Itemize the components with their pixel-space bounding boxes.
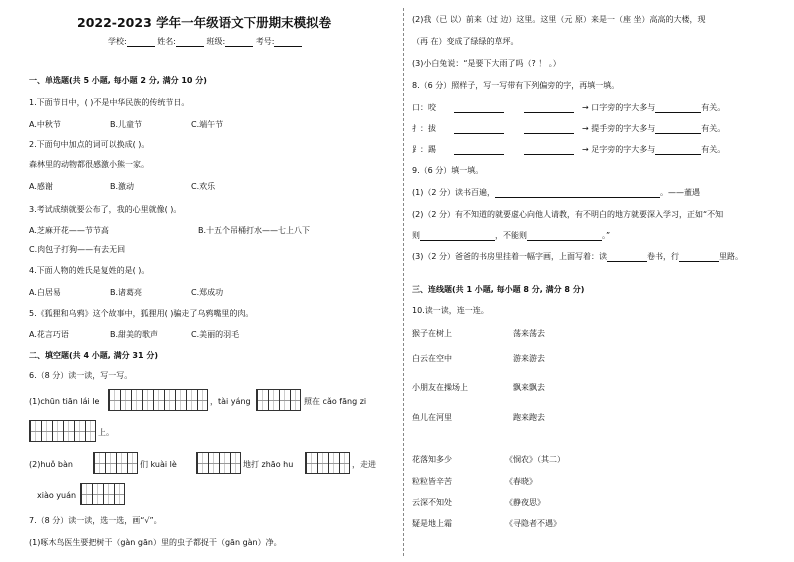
q2-option-a[interactable]: A.感谢 [29, 182, 53, 191]
q8-row-1-blank-3[interactable] [655, 104, 701, 113]
match-left-item[interactable]: 猴子在树上 [412, 329, 452, 338]
q8-row-1-end: 有关。 [701, 103, 726, 112]
q9-part1-end: 。——董遇 [659, 188, 700, 197]
poem-title-item[interactable]: 《春晓》 [505, 477, 537, 486]
q3: 3.考试成绩就要公布了，我的心里就像( )。 [29, 205, 182, 214]
q3-option-a[interactable]: A.芝麻开花——节节高 [29, 226, 109, 235]
school-label: 学校: [108, 37, 127, 46]
q8-row-3-end: 有关。 [701, 145, 726, 154]
q8-row-2 [412, 124, 725, 134]
q6-writing-grid-4[interactable] [93, 452, 138, 474]
q8-row-2-blank-2[interactable] [524, 125, 574, 134]
q6-writing-grid-2[interactable] [256, 389, 301, 411]
q4-option-b[interactable]: B.诸葛亮 [110, 288, 143, 297]
poem-title-item[interactable]: 《寻隐者不遇》 [505, 519, 561, 528]
q8-row-2-example: 扌：拔 [412, 124, 436, 133]
q8-row-1 [412, 103, 725, 113]
q10: 10.读一读，连一连。 [412, 306, 489, 315]
q2-option-c[interactable]: C.欢乐 [191, 182, 216, 191]
q6-part1-end: 上。 [98, 428, 114, 437]
poem-line-item[interactable]: 粒粒皆辛苦 [412, 477, 452, 486]
q9-part2-blank-2[interactable] [527, 232, 602, 241]
q9-part3 [412, 252, 743, 262]
q5: 5.《狐狸和乌鸦》这个故事中，狐狸用( )骗走了乌鸦嘴里的肉。 [29, 309, 254, 318]
q8-row-3-blank-2[interactable] [524, 146, 574, 155]
q8-row-1-blank-1[interactable] [454, 104, 504, 113]
match-right-item[interactable]: 跑来跑去 [513, 413, 545, 422]
q6-part1-pinyin-2: ，tài yáng [210, 397, 251, 406]
q5-option-c[interactable]: C.美丽的羽毛 [191, 330, 240, 339]
q8-row-1-tip: → 口字旁的字大多与 [582, 103, 656, 112]
name-blank[interactable] [176, 38, 204, 47]
q4-option-c[interactable]: C.郑成功 [191, 288, 224, 297]
q6-part2-pinyin-3: 地打 zhāo hu [243, 460, 294, 469]
q6-writing-grid-5[interactable] [196, 452, 241, 474]
q9-part2-text-2: ，不能则 [495, 231, 527, 240]
column-divider [403, 8, 404, 556]
q9-part1-blank[interactable] [495, 189, 660, 198]
section-1-heading: 一、单选题(共 5 小题, 每小题 2 分, 满分 10 分) [29, 76, 207, 85]
section-2-heading: 二、填空题(共 4 小题, 满分 31 分) [29, 351, 158, 360]
q8-row-3-blank-3[interactable] [655, 146, 701, 155]
q9-part2-end: 。” [602, 231, 611, 240]
q6-part1-pinyin-3: 照在 cǎo fāng zi [304, 397, 367, 406]
match-right-item[interactable]: 游来游去 [513, 354, 545, 363]
q6-writing-grid-3[interactable] [29, 420, 96, 442]
section-3-heading: 三、连线题(共 1 小题, 每小题 8 分, 满分 8 分) [412, 285, 585, 294]
q8-row-2-end: 有关。 [701, 124, 726, 133]
q1-option-c[interactable]: C.端午节 [191, 120, 224, 129]
q9-part1-text: (1)（2 分）读书百遍， [412, 188, 495, 197]
poem-title-item[interactable]: 《悯农》（其二） [505, 455, 565, 464]
q7-part2: (2)我（已 以）前来（过 边）这里。这里（元 原）来是一（座 坐）高高的大楼，现 [412, 15, 706, 24]
q9-part2-blank-1[interactable] [420, 232, 495, 241]
poem-title-item[interactable]: 《静夜思》 [505, 498, 545, 507]
q9-part3-end: 里路。 [718, 252, 743, 261]
q3-option-c[interactable]: C.肉包子打狗——有去无回 [29, 245, 126, 254]
q9-part3-text: (3)（2 分）爸爸的书房里挂着一幅字画，上面写着：读 [412, 252, 607, 261]
q9-part3-blank-1[interactable] [607, 253, 647, 262]
match-left-item[interactable]: 白云在空中 [412, 354, 452, 363]
q6-part2-pinyin-4: xiào yuán [37, 491, 77, 500]
q1-option-b[interactable]: B.儿童节 [110, 120, 143, 129]
q9-part3-blank-2[interactable] [679, 253, 719, 262]
q7-part3: (3)小白兔说：“是要下大雨了吗（? ！ 。） [412, 59, 561, 68]
q6-writing-grid-7[interactable] [80, 483, 125, 505]
q7-part1: (1)啄木鸟医生要把树干（gàn gān）里的虫子都捉干（gān gàn）净。 [29, 538, 282, 547]
q5-option-b[interactable]: B.甜美的歌声 [110, 330, 159, 339]
match-right-item[interactable]: 荡来荡去 [513, 329, 545, 338]
q8-row-1-example: 口：咬 [412, 103, 436, 112]
q9-part2-line2 [412, 231, 610, 241]
q4-option-a[interactable]: A.白居易 [29, 288, 61, 297]
q6-writing-grid-6[interactable] [305, 452, 350, 474]
q8-row-1-blank-2[interactable] [524, 104, 574, 113]
q9-part3-text-2: 卷书，行 [646, 252, 679, 261]
match-right-item[interactable]: 飘来飘去 [513, 383, 545, 392]
q6: 6.（8 分）读一读，写一写。 [29, 371, 133, 380]
q8-row-3-blank-1[interactable] [454, 146, 504, 155]
q2-option-b[interactable]: B.激动 [110, 182, 135, 191]
q3-option-b[interactable]: B.十五个吊桶打水——七上八下 [198, 226, 311, 235]
poem-line-item[interactable]: 疑是地上霜 [412, 519, 452, 528]
q1: 1.下面节日中，( )不是中华民族的传统节日。 [29, 98, 190, 107]
q6-part2-pinyin: (2)huǒ bàn [29, 460, 73, 469]
q7: 7.（8 分）读一读，选一选，画“√”。 [29, 516, 162, 525]
school-blank[interactable] [127, 38, 155, 47]
student-info-line [108, 37, 302, 47]
q8: 8.（6 分）照样子，写一写带有下列偏旁的字，再填一填。 [412, 81, 620, 90]
class-blank[interactable] [225, 38, 253, 47]
q9-part2: (2)（2 分）有不知道的就要虚心向他人请教，有不明白的地方就要深入学习，正如“不知 [412, 210, 724, 219]
class-label: 班级: [206, 37, 226, 46]
q6-writing-grid-1[interactable] [108, 389, 208, 411]
q8-row-2-blank-3[interactable] [655, 125, 701, 134]
q7-part2-cont: （再 在）变成了绿绿的草坪。 [412, 37, 519, 46]
q6-part2-pinyin-2: 们 kuài lè [140, 460, 177, 469]
q2: 2.下面句中加点的词可以换成( )。 [29, 140, 150, 149]
q8-row-3-tip: → 足字旁的字大多与 [582, 145, 656, 154]
q8-row-3 [412, 145, 725, 155]
q5-option-a[interactable]: A.花言巧语 [29, 330, 69, 339]
exam-no-blank[interactable] [274, 38, 302, 47]
q9-part1 [412, 188, 700, 198]
exam-no-label: 考号: [255, 37, 275, 46]
page-title: 2022-2023 学年一年级语文下册期末模拟卷 [77, 15, 332, 30]
q9: 9.（6 分）填一填。 [412, 166, 484, 175]
q9-part2-text-1: 则 [412, 231, 420, 240]
match-left-item[interactable]: 小朋友在操场上 [412, 383, 468, 392]
q8-row-2-tip: → 提手旁的字大多与 [582, 124, 656, 133]
match-left-item[interactable]: 鱼儿在河里 [412, 413, 452, 422]
q1-option-a[interactable]: A.中秋节 [29, 120, 61, 129]
q2-sentence: 森林里的动物都很感激小熊一家。 [29, 160, 149, 169]
q4: 4.下面人物的姓氏是复姓的是( )。 [29, 266, 150, 275]
q8-row-2-blank-1[interactable] [454, 125, 504, 134]
poem-line-item[interactable]: 云深不知处 [412, 498, 452, 507]
q6-part1-pinyin: (1)chūn tiān lái le [29, 397, 100, 406]
q6-part2-text: ，走进 [352, 460, 376, 469]
q8-row-3-example: ⻊：踢 [412, 145, 436, 154]
poem-line-item[interactable]: 花落知多少 [412, 455, 452, 464]
name-label: 姓名: [157, 37, 176, 46]
